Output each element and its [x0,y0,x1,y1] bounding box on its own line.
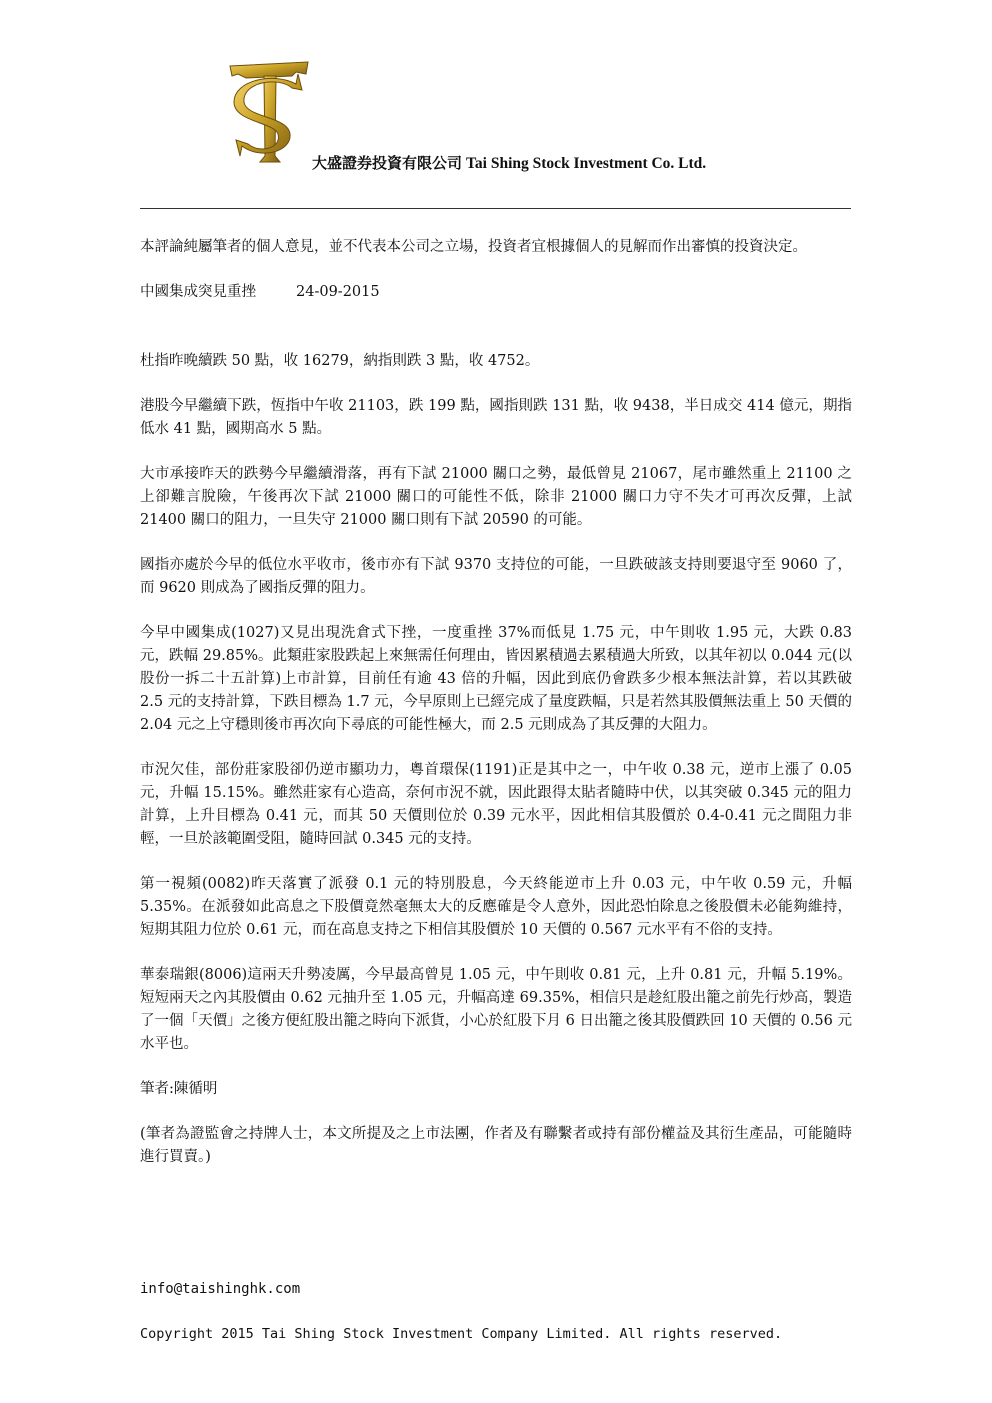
contact-email[interactable]: info@taishinghk.com [140,1281,301,1297]
paragraph: 第一視頻(0082)昨天落實了派發 0.1 元的特別股息，今天終能逆市上升 0.03 元，中午收 0.59 元，升幅 5.35%。在派發如此高息之下股價竟然毫無太大的反應確是令人意外，因此恐怕除息之後股價未必能夠維持，短期其阻力位於 0.61 元，而在高息支持之下相信其股價於 10 天價的 0.567 元水平有不俗的支持。 [140,876,852,938]
article-date: 24-09-2015 [296,284,380,300]
paragraph: 今早中國集成(1027)又見出現洗倉式下挫，一度重挫 37%而低見 1.75 元，中午則收 1.95 元，大跌 0.83 元，跌幅 29.85%。此類莊家股跌起上來無需任何理由，皆因累積過去累積過大所致，以其年初以 0.044 元(以股份一拆二十五計算)上市計算，目前任有逾 43 倍的升幅，因此到底仍會跌多少根本無法計算，若以其跌破 2.5 元的支持計算，下跌目標為 1.7 元，今早原則上已經完成了量度跌幅，只是若然其股價無法重上 50 天價的 2.04 元之上守穩則後市再次向下尋底的可能性極大，而 2.5 元則成為了其反彈的大阻力。 [140,625,852,733]
company-name [312,152,706,173]
header-divider [140,208,851,209]
copyright-notice: Copyright 2015 Tai Shing Stock Investment Company Limited. All rights reserved. [140,1326,783,1342]
ts-gold-logo-icon [226,60,312,170]
article-body [140,236,852,1169]
paragraph: 市況欠佳，部份莊家股卻仍逆市顯功力，粵首環保(1191)正是其中之一，中午收 0.38 元，逆市上漲了 0.05 元，升幅 15.15%。雖然莊家有心造高，奈何市況不就，因此跟得太貼者隨時中伏，以其突破 0.345 元的阻力計算，上升目標為 0.41 元，而其 50 天價則位於 0.39 元水平，因此相信其股價於 0.4-0.41 元之間阻力非輕，一旦於該範圍受阻，隨時回試 0.345 元的支持。 [140,762,852,847]
paragraph: 杜指昨晚續跌 50 點，收 16279，納指則跌 3 點，收 4752。 [140,353,540,369]
disclosure-note: (筆者為證監會之持牌人士，本文所提及之上市法團，作者及有聯繫者或持有部份權益及其衍生產品，可能隨時進行買賣。) [140,1126,852,1165]
company-name-zh: 大盛證券投資有限公司 [312,154,463,172]
company-name-en: Tai Shing Stock Investment Co. Ltd. [466,155,707,172]
paragraph: 港股今早繼續下跌，恆指中午收 21103，跌 199 點，國指則跌 131 點，收 9438，半日成交 414 億元，期指低水 41 點，國期高水 5 點。 [140,398,852,437]
author-line: 筆者:陳循明 [140,1081,218,1097]
disclaimer-text: 本評論純屬筆者的個人意見，並不代表本公司之立場，投資者宜根據個人的見解而作出審慎的投資決定。 [140,239,807,255]
article-title: 中國集成突見重挫 [140,284,256,300]
article-heading [140,281,852,304]
paragraph: 國指亦處於今早的低位水平收市，後市亦有下試 9370 支持位的可能，一旦跌破該支持則要退守至 9060 了，而 9620 則成為了國指反彈的阻力。 [140,557,852,596]
paragraph: 大市承接昨天的跌勢今早繼續滑落，再有下試 21000 關口之勢，最低曾見 21067，尾市雖然重上 21100 之上卻難言脫險，午後再次下試 21000 關口的可能性不低，除非 21000 關口力守不失才可再次反彈，上試 21400 關口的阻力，一旦失守 21000 關口則有下試 20590 的可能。 [140,466,852,528]
paragraph: 華泰瑞銀(8006)這兩天升勢凌厲，今早最高曾見 1.05 元，中午則收 0.81 元，上升 0.81 元，升幅 5.19%。短短兩天之內其股價由 0.62 元抽升至 1.05 元，升幅高達 69.35%，相信只是趁紅股出籠之前先行炒高，製造了一個「天價」之後方便紅股出籠之時向下派貨，小心於紅股下月 6 日出籠之後其股價跌回 10 天價的 0.56 元水平也。 [140,967,852,1052]
